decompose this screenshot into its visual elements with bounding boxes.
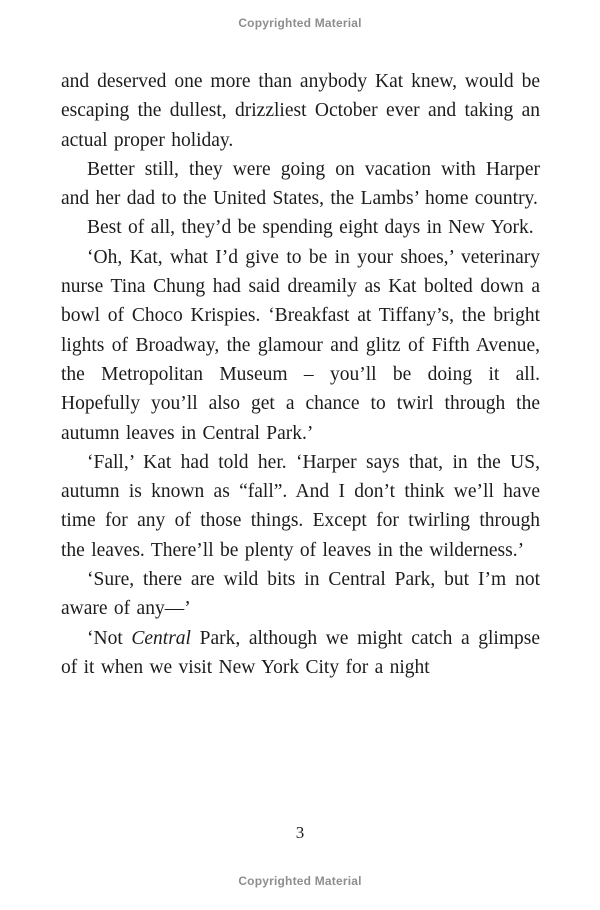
text-run-italic: Central: [131, 627, 191, 649]
page-text-block: [61, 67, 540, 682]
paragraph: ‘Oh, Kat, what I’d give to be in your shoes,’ veterinary nurse Tina Chung had said dreamily as Kat bolted down a bowl of Choco Krispies. ‘Breakfast at Tiffany’s, the bright lights of Broadway, the glamour and glitz of Fifth Avenue, the Metropolitan Museum – you’ll be doing it all. Hopefully you’ll also get a chance to twirl through the autumn leaves in Central Park.’: [61, 246, 540, 444]
copyright-notice-bottom: Copyrighted Material: [238, 874, 362, 888]
copyright-notice-top: Copyrighted Material: [238, 16, 362, 30]
text-run: Park, although we might catch a glimpse of it when we visit New York City for a night: [61, 627, 540, 678]
paragraph: Best of all, they’d be spending eight days in New York.: [87, 217, 534, 239]
paragraph: [61, 624, 540, 683]
paragraph: Better still, they were going on vacation with Harper and her dad to the United States, the Lambs’ home country.: [61, 158, 540, 210]
text-run: ‘Not: [87, 627, 132, 649]
paragraph: ‘Sure, there are wild bits in Central Park, but I’m not aware of any—’: [61, 569, 540, 620]
paragraph: ‘Fall,’ Kat had told her. ‘Harper says that, in the US, autumn is known as “fall”. And I don’t think we’ll have time for any of those things. Except for twirling through the leaves. There’ll be plenty of leaves in the wilderness.’: [61, 451, 540, 561]
paragraph: and deserved one more than anybody Kat knew, would be escaping the dullest, drizzliest October ever and taking an actual proper holiday.: [61, 71, 540, 151]
page-number: 3: [295, 823, 305, 842]
